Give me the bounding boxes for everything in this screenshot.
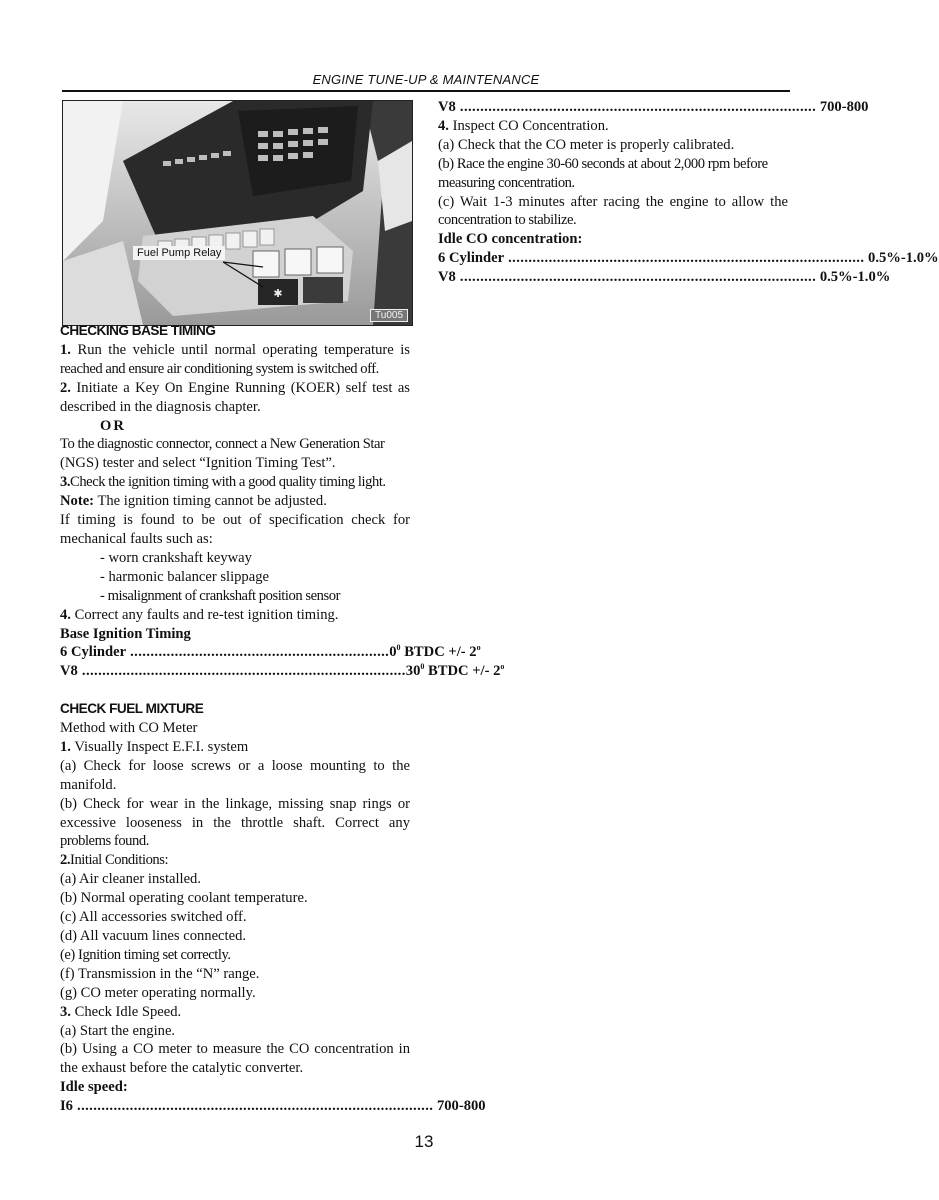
ngs-line-2: (NGS) tester and select “Ignition Timing Test”. bbox=[60, 455, 336, 472]
mix-3b-line-2: the exhaust before the catalytic converter. bbox=[60, 1060, 304, 1077]
mix-1b-line-1: (b) Check for wear in the linkage, missing snap rings or bbox=[60, 795, 410, 812]
mix-step-2 bbox=[60, 851, 410, 870]
step-1-line-1 bbox=[60, 341, 410, 360]
dot-leader: ........................................................................................ bbox=[455, 99, 817, 115]
running-header: ENGINE TUNE-UP & MAINTENANCE bbox=[312, 72, 540, 87]
step-text: Initiate a Key On Engine Running (KOER) self test as bbox=[76, 379, 410, 396]
spec-row-v8-co bbox=[438, 268, 891, 287]
note-line bbox=[60, 492, 410, 511]
figure-tag: Tu005 bbox=[370, 309, 408, 322]
fuse-box-photo bbox=[62, 100, 413, 326]
step-number: 1. bbox=[60, 738, 71, 755]
mix-3b-line-1: (b) Using a CO meter to measure the CO concentration in bbox=[60, 1041, 410, 1058]
spacer bbox=[60, 681, 410, 700]
fault-item: - harmonic balancer slippage bbox=[100, 568, 269, 585]
page-number: 13 bbox=[414, 1132, 434, 1151]
condition-item: (e) Ignition timing set correctly. bbox=[60, 946, 231, 963]
note-text: The ignition timing cannot be adjusted. bbox=[97, 493, 327, 510]
mix-1b-line-3: problems found. bbox=[60, 833, 149, 850]
spec-label: 6 Cylinder bbox=[60, 644, 127, 661]
mix-step-1 bbox=[60, 738, 410, 757]
fuel-pump-relay-callout: Fuel Pump Relay bbox=[133, 246, 225, 260]
right-column bbox=[438, 98, 939, 287]
spec-row-v8-timing bbox=[60, 662, 505, 681]
or-separator: OR bbox=[100, 417, 126, 434]
step-3-line bbox=[60, 473, 410, 492]
spec-label: 6 Cylinder bbox=[438, 250, 505, 267]
section-heading-base-timing: CHECKING BASE TIMING bbox=[60, 323, 216, 338]
mix-1a-line-2: manifold. bbox=[60, 776, 117, 793]
spec-value: 700-800 bbox=[436, 1098, 486, 1115]
section-heading-fuel-mixture: CHECK FUEL MIXTURE bbox=[60, 701, 204, 717]
step-text: Run the vehicle until normal operating temperature is bbox=[77, 341, 410, 358]
step-text: Inspect CO Concentration. bbox=[452, 117, 609, 134]
condition-item: (b) Normal operating coolant temperature. bbox=[60, 890, 308, 907]
base-timing-label: Base Ignition Timing bbox=[60, 625, 191, 642]
dot-leader: ........................................................................................ bbox=[504, 250, 865, 267]
dot-leader: ........................................................................................ bbox=[72, 1098, 434, 1115]
spec-value: 0.5%-1.0% bbox=[819, 269, 891, 286]
condition-item: (f) Transmission in the “N” range. bbox=[60, 965, 260, 982]
step-number: 2. bbox=[60, 852, 71, 869]
condition-item: (c) All accessories switched off. bbox=[60, 909, 247, 926]
condition-item: (d) All vacuum lines connected. bbox=[60, 927, 247, 944]
step-4-line bbox=[60, 606, 410, 625]
step-text: Initial Conditions: bbox=[70, 852, 169, 869]
fault-item: - misalignment of crankshaft position sensor bbox=[100, 587, 341, 604]
faults-intro-line-2: mechanical faults such as: bbox=[60, 530, 213, 547]
co-concentration-label: Idle CO concentration: bbox=[438, 231, 583, 248]
step-number: 3. bbox=[60, 474, 71, 491]
faults-intro-line-1: If timing is found to be out of specification check for bbox=[60, 512, 410, 529]
svg-text:✱: ✱ bbox=[273, 287, 283, 300]
co-4b-line-1: (b) Race the engine 30-60 seconds at about 2,000 rpm before bbox=[438, 155, 768, 172]
mix-step-3 bbox=[60, 1003, 410, 1022]
step-2-line-2: described in the diagnosis chapter. bbox=[60, 398, 261, 415]
co-4c-line-2: concentration to stabilize. bbox=[438, 212, 577, 229]
spec-row-6-cylinder-co bbox=[438, 249, 939, 268]
spec-value: 700-800 bbox=[819, 99, 869, 115]
mix-3a: (a) Start the engine. bbox=[60, 1022, 176, 1039]
dot-leader: ........................................................................................ bbox=[455, 269, 817, 286]
ngs-line-1: To the diagnostic connector, connect a New Generation Star bbox=[60, 436, 385, 453]
step-1-line-2: reached and ensure air conditioning system is switched off. bbox=[60, 360, 379, 377]
condition-item: (g) CO meter operating normally. bbox=[60, 984, 256, 1001]
co-step-4 bbox=[438, 117, 788, 136]
step-text: Correct any faults and re-test ignition timing. bbox=[74, 606, 339, 623]
step-number: 2. bbox=[60, 379, 71, 396]
fault-item: - worn crankshaft keyway bbox=[100, 549, 252, 566]
step-text: Visually Inspect E.F.I. system bbox=[74, 738, 249, 755]
step-text: Check the ignition timing with a good quality timing light. bbox=[70, 474, 386, 491]
co-4b-line-2: measuring concentration. bbox=[438, 174, 575, 191]
spec-value: $0^0$ BTDC +/- 2$^o$ bbox=[389, 643, 481, 661]
spec-label: I6 bbox=[60, 1098, 73, 1115]
condition-item: (a) Air cleaner installed. bbox=[60, 871, 202, 888]
spec-label: V8 bbox=[60, 663, 78, 680]
mix-1a-line-1: (a) Check for loose screws or a loose mounting to the bbox=[60, 757, 410, 774]
spec-row-v8-idle bbox=[438, 98, 869, 117]
spec-row-6-cylinder-timing bbox=[60, 643, 481, 662]
step-number: 4. bbox=[438, 117, 449, 134]
note-label: Note: bbox=[60, 493, 95, 510]
spec-label: V8 bbox=[438, 99, 456, 115]
idle-speed-label: Idle speed: bbox=[60, 1079, 128, 1096]
spec-row-i6-idle bbox=[60, 1097, 486, 1116]
method-line: Method with CO Meter bbox=[60, 720, 198, 737]
fuse-box-photo-art bbox=[63, 101, 412, 325]
left-column bbox=[60, 322, 505, 1116]
dot-leader: ................................................................ bbox=[126, 644, 390, 661]
co-4c-line-1: (c) Wait 1-3 minutes after racing the engine to allow the bbox=[438, 193, 788, 210]
step-2-line-1 bbox=[60, 379, 410, 398]
spec-value: $30^0$ BTDC +/- 2$^o$ bbox=[405, 662, 505, 680]
step-text: Check Idle Speed. bbox=[74, 1003, 182, 1020]
dot-leader: ................................................................................ bbox=[77, 663, 406, 680]
step-number: 1. bbox=[60, 341, 71, 358]
spec-value: 0.5%-1.0% bbox=[868, 250, 939, 267]
header-rule bbox=[62, 90, 790, 92]
step-number: 4. bbox=[60, 606, 71, 623]
spec-label: V8 bbox=[438, 269, 456, 286]
mix-1b-line-2: excessive looseness in the throttle shaft. Correct any bbox=[60, 814, 410, 831]
co-4a: (a) Check that the CO meter is properly calibrated. bbox=[438, 136, 735, 153]
step-number: 3. bbox=[60, 1003, 71, 1020]
